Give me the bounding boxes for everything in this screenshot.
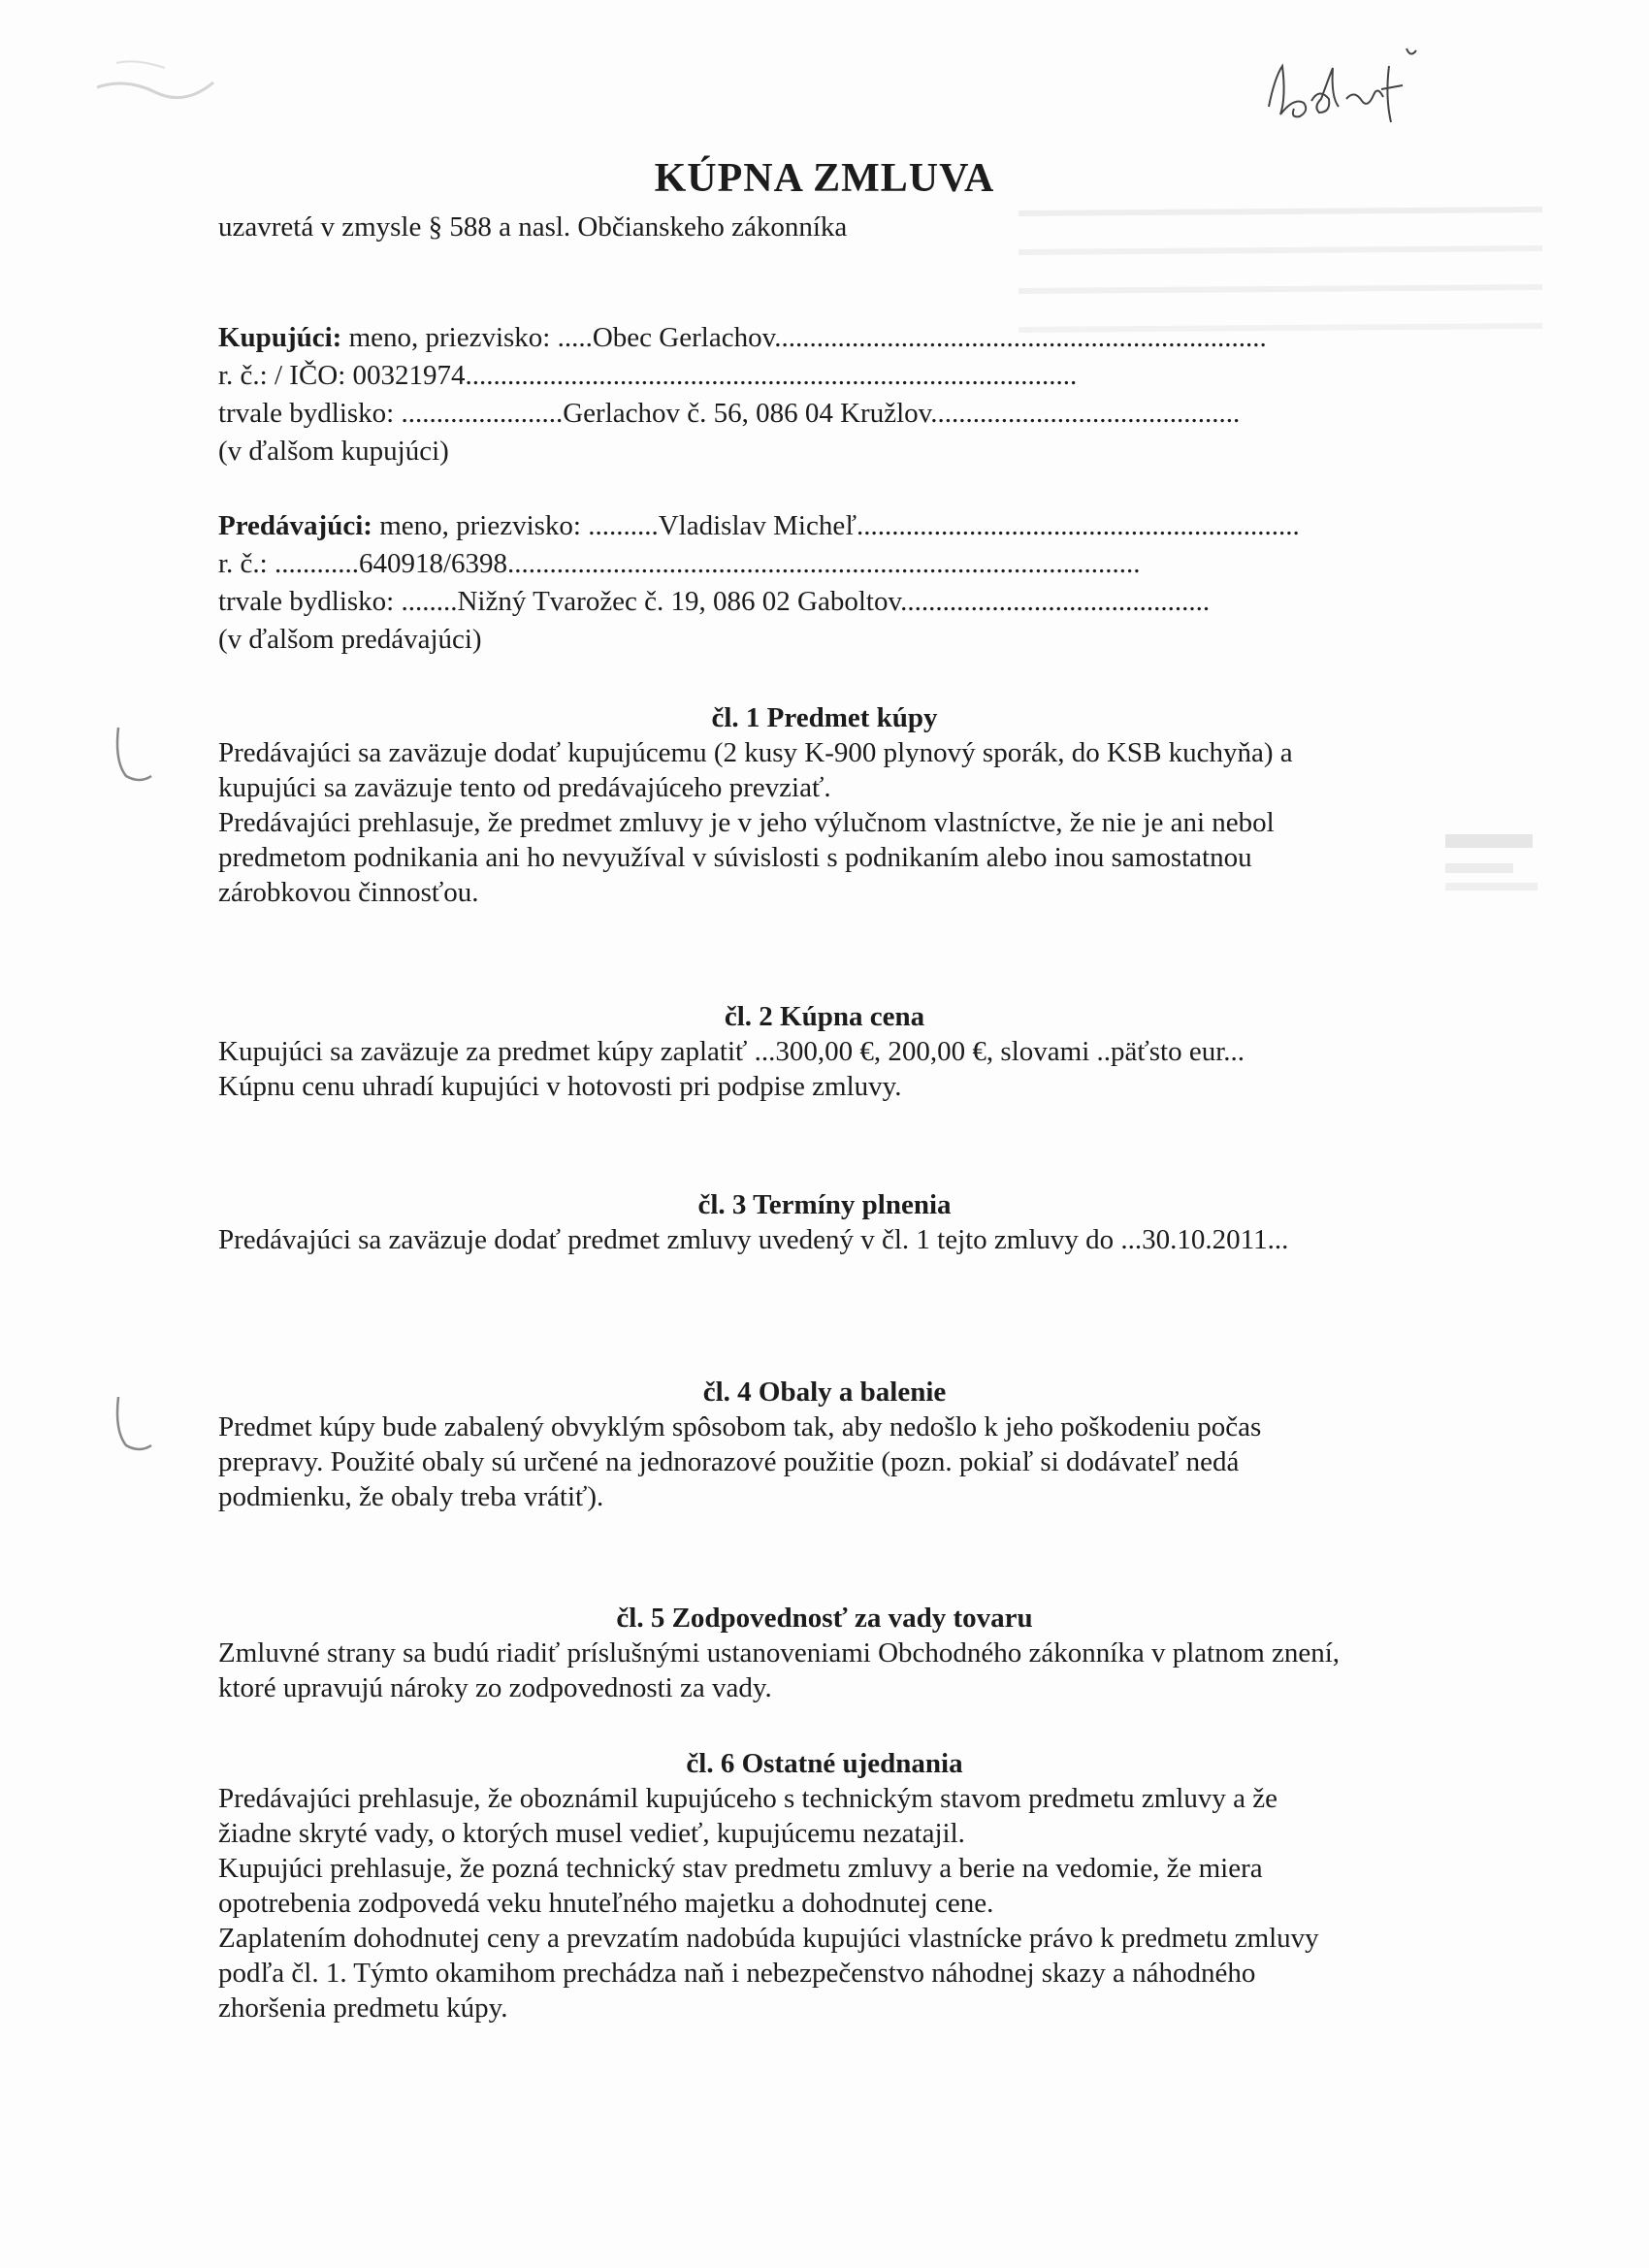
article-2-body bbox=[218, 1034, 1479, 1104]
article-2-line: Kupujúci sa zaväzuje za predmet kúpy zaplatiť ...300,00 €, 200,00 €, slovami ..päťsto eur... bbox=[218, 1036, 1245, 1067]
article-4-body bbox=[218, 1409, 1479, 1514]
article-2-heading: čl. 2 Kúpna cena bbox=[724, 1001, 925, 1032]
seller-note: (v ďalšom predávajúci) bbox=[218, 624, 482, 655]
article-6-line: zhoršenia predmetu kúpy. bbox=[218, 1993, 508, 2024]
article-4-line: Predmet kúpy bude zabalený obvyklým spôsobom tak, aby nedošlo k jeho poškodeniu počas bbox=[218, 1411, 1262, 1442]
article-6-heading: čl. 6 Ostatné ujednania bbox=[686, 1748, 963, 1779]
buyer-address-line: trvale bydlisko: .......................Gerlachov č. 56, 086 04 Kružlov............................................ bbox=[218, 398, 1241, 429]
article-6-line: Kupujúci prehlasuje, že pozná technický stav predmetu zmluvy a berie na vedomie, že miera bbox=[218, 1853, 1263, 1884]
article-1-line: kupujúci sa zaväzuje tento od predávajúceho prevziať. bbox=[218, 772, 831, 803]
article-5-heading: čl. 5 Zodpovednosť za vady tovaru bbox=[616, 1603, 1033, 1634]
seller-name: meno, priezvisko: ..........Vladislav Micheľ............................................................... bbox=[379, 510, 1300, 541]
article-6-line: opotrebenia zodpovedá veku hnuteľného majetku a dohodnutej cene. bbox=[218, 1888, 994, 1919]
article-4-line: podmienku, že obaly treba vrátiť). bbox=[218, 1481, 604, 1512]
article-1-line: predmetom podnikania ani ho nevyužíval v súvislosti s podnikaním alebo inou samostatnou bbox=[218, 842, 1252, 873]
article-5-body bbox=[218, 1636, 1479, 1705]
seller-label: Predávajúci: bbox=[218, 510, 372, 541]
buyer-name-line bbox=[218, 320, 1267, 355]
article-1-body bbox=[218, 735, 1479, 910]
buyer-label: Kupujúci: bbox=[218, 322, 342, 353]
article-2-line: Kúpnu cenu uhradí kupujúci v hotovosti pri podpise zmluvy. bbox=[218, 1071, 902, 1102]
handwritten-signature bbox=[1261, 39, 1426, 146]
seller-id-line: r. č.: ............640918/6398.......................................................................................... bbox=[218, 548, 1141, 579]
buyer-name: meno, priezvisko: .....Obec Gerlachov...................................................................... bbox=[348, 322, 1267, 353]
article-3-line: Predávajúci sa zaväzuje dodať predmet zmluvy uvedený v čl. 1 tejto zmluvy do ...30.10.2011... bbox=[218, 1224, 1289, 1255]
seller-name-line bbox=[218, 508, 1300, 543]
document-title: KÚPNA ZMLUVA bbox=[654, 156, 995, 201]
buyer-id-line: r. č.: / IČO: 00321974....................................................................................... bbox=[218, 360, 1078, 391]
article-5-line: Zmluvné strany sa budú riadiť príslušnými ustanoveniami Obchodného zákonníka v platnom znení, bbox=[218, 1637, 1341, 1669]
article-1-heading: čl. 1 Predmet kúpy bbox=[711, 702, 938, 733]
punch-hole-mark-icon bbox=[97, 1377, 155, 1465]
article-5-line: ktoré upravujú nároky zo zodpovednosti za vady. bbox=[218, 1672, 772, 1703]
scan-smudge-icon bbox=[87, 39, 223, 116]
article-3-body bbox=[218, 1222, 1479, 1257]
punch-hole-mark-icon bbox=[97, 708, 155, 795]
article-6-line: Zaplatením dohodnutej ceny a prevzatím nadobúda kupujúci vlastnícke právo k predmetu zmluvy bbox=[218, 1923, 1319, 1954]
article-1-line: Predávajúci sa zaväzuje dodať kupujúcemu (2 kusy K-900 plynový sporák, do KSB kuchyňa) a bbox=[218, 737, 1293, 768]
buyer-note: (v ďalšom kupujúci) bbox=[218, 436, 449, 467]
article-6-line: podľa čl. 1. Týmto okamihom prechádza naň i nebezpečenstvo náhodnej skazy a náhodného bbox=[218, 1958, 1256, 1989]
article-1-line: Predávajúci prehlasuje, že predmet zmluvy je v jeho výlučnom vlastníctve, že nie je ani nebol bbox=[218, 807, 1275, 838]
seller-address-line: trvale bydlisko: ........Nižný Tvarožec č. 19, 086 02 Gaboltov............................................ bbox=[218, 586, 1211, 617]
article-6-body bbox=[218, 1781, 1479, 2025]
document-subtitle: uzavretá v zmysle § 588 a nasl. Občianskeho zákonníka bbox=[218, 211, 848, 243]
article-6-line: žiadne skryté vady, o ktorých musel vedieť, kupujúcemu nezatajil. bbox=[218, 1818, 965, 1849]
article-3-heading: čl. 3 Termíny plnenia bbox=[697, 1189, 952, 1220]
article-1-line: zárobkovou činnosťou. bbox=[218, 877, 479, 908]
article-6-line: Predávajúci prehlasuje, že oboznámil kupujúceho s technickým stavom predmetu zmluvy a že bbox=[218, 1783, 1277, 1814]
article-4-heading: čl. 4 Obaly a balenie bbox=[702, 1377, 947, 1408]
article-4-line: prepravy. Použité obaly sú určené na jednorazové použitie (pozn. pokiaľ si dodávateľ nedá bbox=[218, 1446, 1240, 1477]
